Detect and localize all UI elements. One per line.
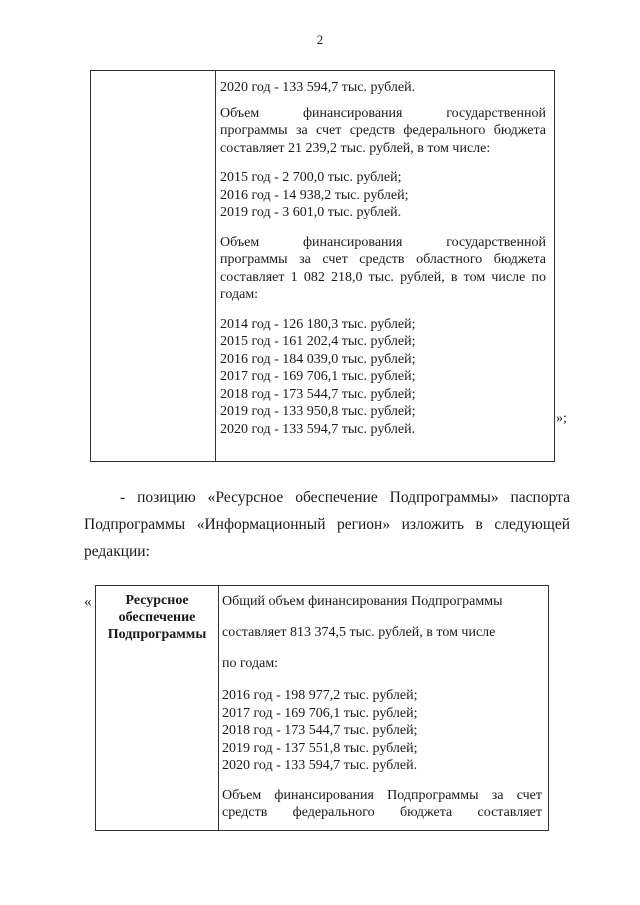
amendment-instruction	[84, 484, 570, 565]
list-item: 2016 год - 198 977,2 тыс. рублей;	[222, 688, 418, 703]
resource-provision-content-cell	[222, 593, 542, 822]
total-line: составляет 813 374,5 тыс. рублей, в том числе	[222, 625, 496, 640]
spacer	[220, 157, 546, 169]
paragraph-line: программы за счет средств областного бюджета	[220, 252, 546, 267]
total-line: Общий объем финансирования Подпрограммы	[222, 594, 503, 609]
instruction-line: - позицию «Ресурсное обеспечение Подпрограммы» паспорта	[120, 489, 570, 506]
spacer	[220, 222, 546, 234]
list-item: 2017 год - 169 706,1 тыс. рублей;	[220, 369, 416, 384]
list-item: 2018 год - 173 544,7 тыс. рублей;	[222, 723, 418, 738]
subprogram-federal-paragraph	[222, 787, 542, 822]
heading-line: Подпрограммы	[107, 627, 207, 642]
total-funding-block	[222, 586, 542, 679]
list-item: 2017 год - 169 706,1 тыс. рублей;	[222, 705, 418, 721]
year-line-2020: 2020 год - 133 594,7 тыс. рублей.	[220, 80, 416, 95]
funding-table-content-cell	[220, 79, 546, 438]
paragraph-line: программы за счет средств федерального бюджета	[220, 123, 546, 138]
page-number: 2	[316, 32, 324, 47]
spacer	[220, 304, 546, 316]
spacer	[220, 97, 546, 105]
heading-line: Ресурсное	[125, 593, 189, 608]
paragraph-line: Объем финансирования государственной	[220, 234, 546, 250]
paragraph-line: Объем финансирования Подпрограммы за счет	[222, 787, 542, 803]
paragraph-line: составляет 21 239,2 тыс. рублей, в том числе:	[220, 140, 491, 156]
list-item: 2020 год - 133 594,7 тыс. рублей.	[220, 421, 416, 437]
federal-years-list	[220, 169, 546, 222]
paragraph-line: средств федерального бюджета составляет	[222, 805, 542, 820]
regional-funding-paragraph	[220, 234, 546, 304]
resource-provision-heading	[98, 592, 216, 643]
list-item: 2015 год - 161 202,4 тыс. рублей;	[220, 334, 416, 349]
list-item: 2015 год - 2 700,0 тыс. рублей;	[220, 170, 402, 185]
spacer	[222, 775, 542, 787]
paragraph-line: Объем финансирования государственной	[220, 105, 546, 121]
total-line: по годам:	[222, 656, 279, 671]
list-item: 2014 год - 126 180,3 тыс. рублей;	[220, 316, 416, 332]
table-column-divider	[215, 71, 216, 461]
list-item: 2018 год - 173 544,7 тыс. рублей;	[220, 386, 416, 402]
list-item: 2019 год - 3 601,0 тыс. рублей.	[220, 205, 402, 220]
list-item: 2019 год - 137 551,8 тыс. рублей;	[222, 740, 418, 756]
federal-funding-paragraph	[220, 105, 546, 158]
instruction-line: Подпрограммы «Информационный регион» изложить в следующей	[84, 516, 570, 533]
regional-years-list	[220, 316, 546, 439]
heading-line: обеспечение	[118, 610, 196, 625]
opening-quote-mark: «	[84, 594, 92, 610]
closing-quote-mark: »;	[556, 411, 567, 426]
list-item: 2016 год - 184 039,0 тыс. рублей;	[220, 351, 416, 367]
list-item: 2016 год - 14 938,2 тыс. рублей;	[220, 187, 409, 203]
paragraph-line: составляет 1 082 218,0 тыс. рублей, в том числе по	[220, 269, 546, 285]
spacer	[222, 679, 542, 687]
instruction-line: редакции:	[84, 543, 150, 560]
paragraph-line: годам:	[220, 287, 259, 302]
table-column-divider	[218, 586, 219, 830]
list-item: 2019 год - 133 950,8 тыс. рублей;	[220, 404, 416, 419]
subprogram-years-list	[222, 687, 542, 775]
list-item: 2020 год - 133 594,7 тыс. рублей.	[222, 758, 418, 773]
